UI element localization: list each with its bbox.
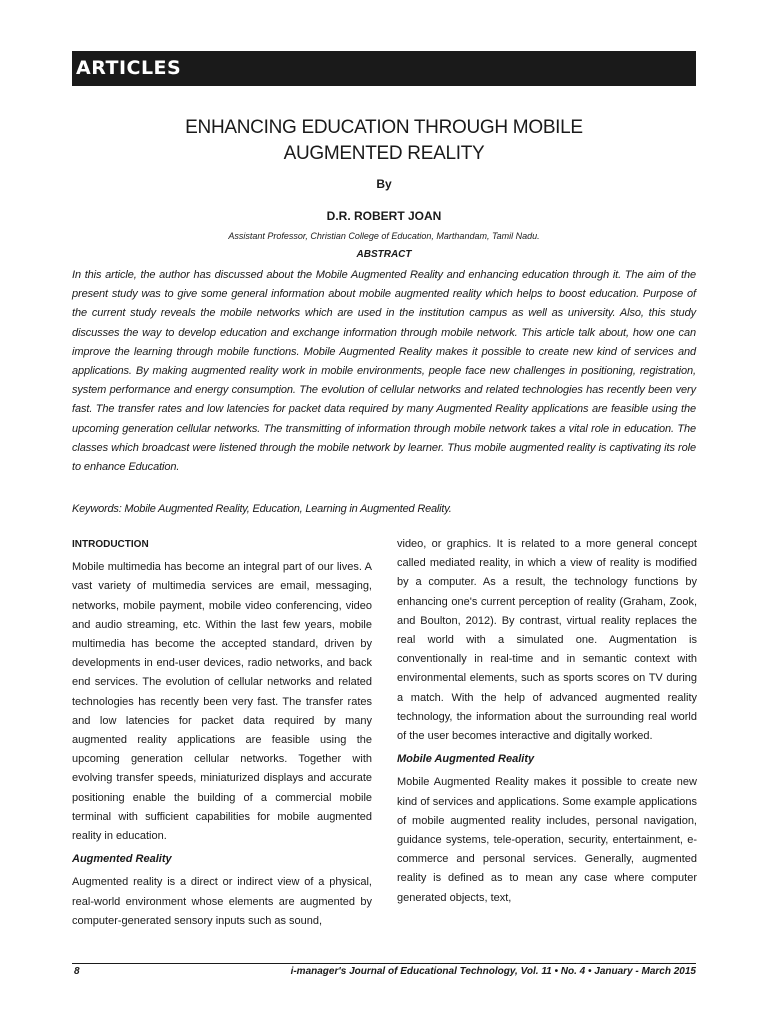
journal-info: i-manager's Journal of Educational Technology, Vol. 11 • No. 4 • January - March 2015 — [290, 966, 696, 977]
introduction-paragraph: Mobile multimedia has become an integral part of our lives. A vast variety of multimedia services are email, messaging, networks, mobile payment, mobile video conferencing, video and audio streaming, etc. Within the last few years, mobile multimedia has become the accepted standard, driven by developments in end-user devices, radio networks, and back end services. The evolution of cellular networks and related technologies has recently been very fast. The transfer rates and low latencies for packet data required by many augmented reality applications are feasible using the upcoming generation cellular networks. Together with evolving transfer speeds, miniaturized displays and accurate positioning enable the building of a commercial mobile terminal with sufficient capabilities for mobile augmented reality in education. — [72, 561, 372, 843]
page-number: 8 — [74, 966, 80, 977]
introduction-heading: INTRODUCTION — [72, 539, 149, 550]
section-banner: ARTICLES — [72, 51, 696, 86]
left-column — [72, 535, 372, 935]
title-line-2: AUGMENTED REALITY — [283, 143, 485, 164]
article-title — [72, 115, 696, 167]
augmented-reality-paragraph-continued: video, or graphics. It is related to a more general concept called mediated reality, in which a view of reality is modified by a computer. As a result, the technology functions by enhancing one's current perception of reality (Graham, Zook, and Boulton, 2012). By contrast, virtual reality replaces the real world with a simulated one. Augmentation is conventionally in real-time and in semantic context with environmental elements, such as sports scores on TV during a match. With the help of advanced augmented reality technology, the information about the surrounding real world of the user becomes interactive and digitally worked. — [397, 538, 697, 743]
byline: By — [376, 177, 392, 191]
title-line-1: ENHANCING EDUCATION THROUGH MOBILE — [185, 117, 583, 138]
mobile-augmented-reality-heading: Mobile Augmented Reality — [397, 753, 535, 766]
abstract-text: In this article, the author has discussed about the Mobile Augmented Reality and enhancing education through it. The aim of the present study was to give some general information about mobile augmented reality which helps to boost education. Purpose of the current study reveals the mobile networks which are used in the institution campus as well as university. Also, this study discusses the way to develop education and exchange information through mobile network. This article talk about, how one can improve the learning through mobile functions. Mobile Augmented Reality makes it possible to create new kind of services and applications. By making augmented reality work in mobile environments, people face new challenges in positioning, registration, system performance and energy consumption. The evolution of cellular networks and related technologies has recently been very fast. The transfer rates and low latencies for packet data required by many Augmented Reality applications are feasible using the upcoming generation cellular networks. The transmitting of information through mobile network takes a vital role in education. The classes which broadcast were listened through the mobile network by learner. Thus mobile augmented reality is captivating its role to enhance Education. — [72, 269, 696, 474]
augmented-reality-paragraph-start: Augmented reality is a direct or indirect view of a physical, real-world environment whose elements are augmented by computer-generated sensory inputs such as sound, — [72, 876, 372, 927]
abstract-heading: ABSTRACT — [356, 249, 412, 260]
augmented-reality-heading: Augmented Reality — [72, 853, 172, 866]
mobile-augmented-reality-paragraph: Mobile Augmented Reality makes it possible to create new kind of services and applications. Some example applications of mobile augmented reality includes, personal navigation, guidance systems, tele-operation, security, entertainment, e-commerce and personal services. Generally, augmented reality is defined as to mean any case where computer generated objects, text, — [397, 776, 697, 904]
author-affiliation: Assistant Professor, Christian College of Education, Marthandam, Tamil Nadu. — [228, 231, 540, 241]
footer-rule — [72, 963, 696, 964]
keywords: Keywords: Mobile Augmented Reality, Education, Learning in Augmented Reality. — [72, 503, 452, 515]
right-column — [397, 535, 697, 912]
author-name: D.R. ROBERT JOAN — [326, 209, 442, 223]
